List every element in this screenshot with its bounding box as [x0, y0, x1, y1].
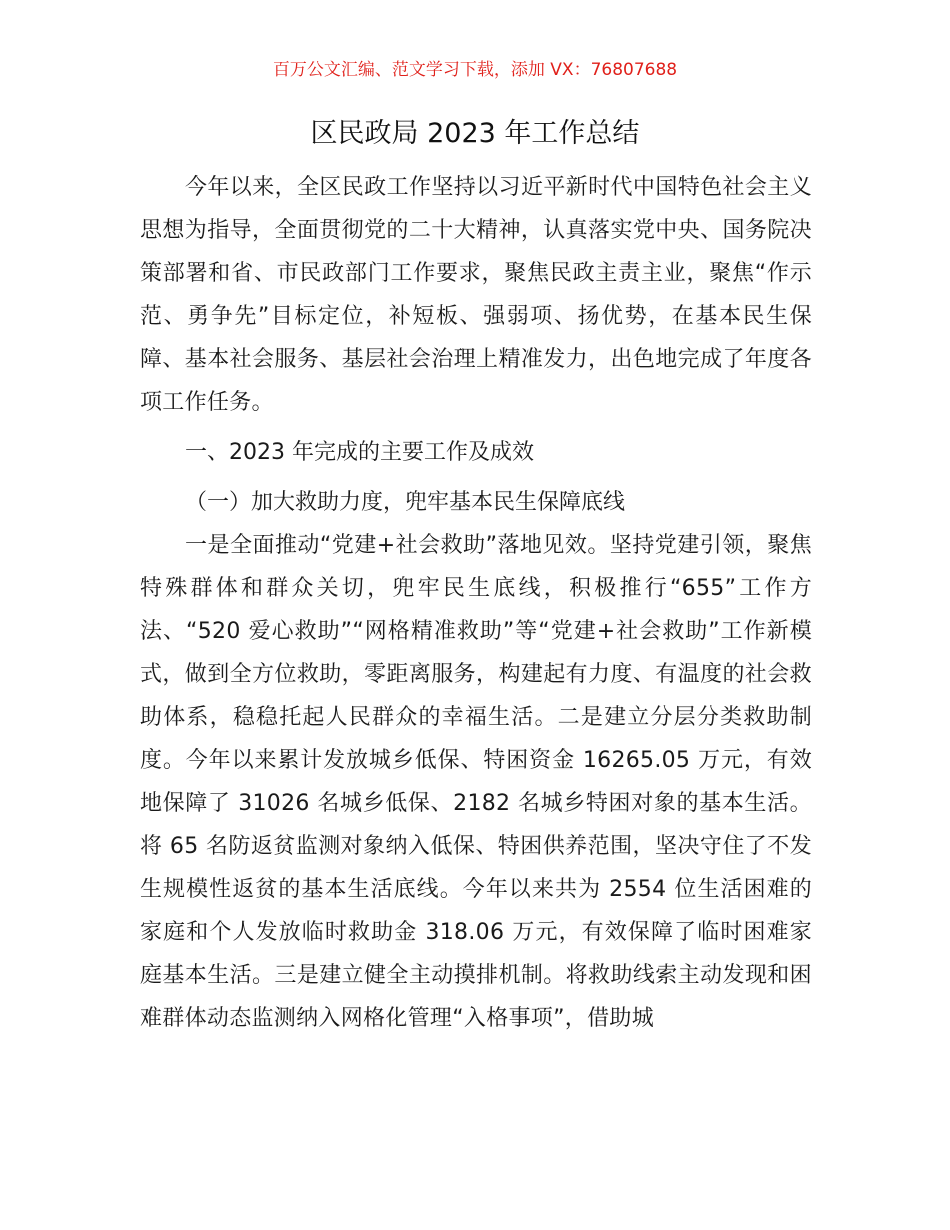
header-note: 百万公文汇编、范文学习下载，添加 VX：76807688: [272, 60, 678, 80]
body-paragraph: 一是全面推动“党建+社会救助”落地见效。坚持党建引领，聚焦特殊群体和群众关切，兜牢民生底线，积极推行“655”工作方法、“520 爱心救助”“网格精准救助”等“党建+社会救助”工作新模式，做到全方位救助，零距离服务，构建起有力度、有温度的社会救助体系，稳稳托起人民群众的幸福生活。二是建立分层分类救助制度。今年以来累计发放城乡低保、特困资金 16265.05 万元，有效地保障了 31026 名城乡低保、2182 名城乡特困对象的基本生活。将 65 名防返贫监测对象纳入低保、特困供养范围，坚决守住了不发生规模性返贫的基本生活底线。今年以来共为 2554 位生活困难的家庭和个人发放临时救助金 318.06 万元，有效保障了临时困难家庭基本生活。三是建立健全主动摸排机制。将救助线索主动发现和困难群体动态监测纳入网格化管理“入格事项”，借助城: [140, 533, 812, 1031]
document-title: 区民政局 2023 年工作总结: [310, 118, 640, 149]
intro-paragraph: 今年以来，全区民政工作坚持以习近平新时代中国特色社会主义思想为指导，全面贯彻党的二十大精神，认真落实党中央、国务院决策部署和省、市民政部门工作要求，聚焦民政主责主业，聚焦“作示范、勇争先”目标定位，补短板、强弱项、扬优势，在基本民生保障、基本社会服务、基层社会治理上精准发力，出色地完成了年度各项工作任务。: [140, 175, 812, 415]
subsection-heading: （一）加大救助力度，兜牢基本民生保障底线: [185, 490, 626, 515]
document-body: [140, 166, 812, 1040]
section-heading: 一、2023 年完成的主要工作及成效: [185, 440, 534, 465]
